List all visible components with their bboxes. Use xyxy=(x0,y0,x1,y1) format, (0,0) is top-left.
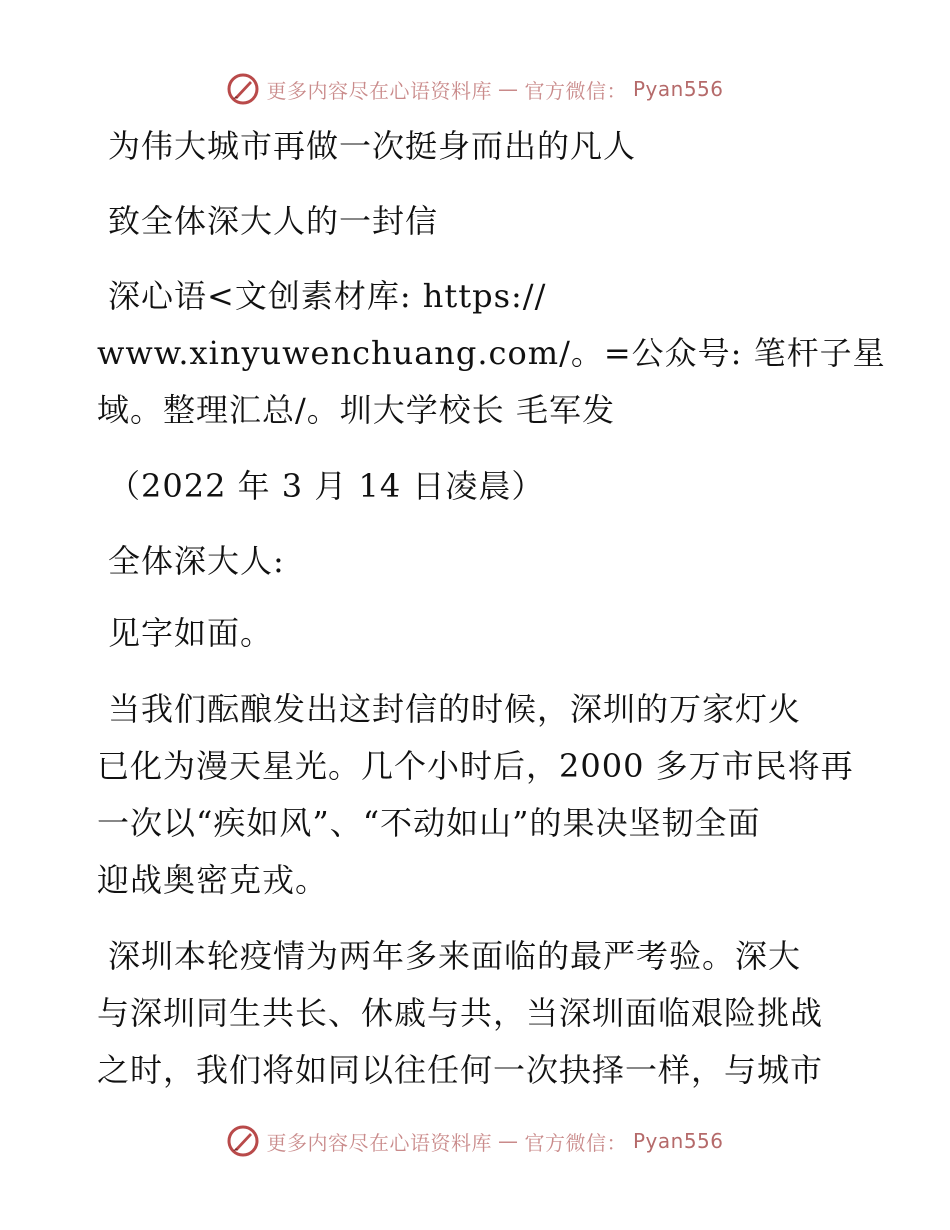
salutation: 全体深大人: xyxy=(108,542,285,580)
paragraph-1-line-4: 迎战奥密克戎。 xyxy=(97,861,329,899)
source-line-3: 域。整理汇总/。圳大学校长 毛军发 xyxy=(97,391,615,429)
watermark-dash: — xyxy=(497,1129,519,1153)
footer-watermark xyxy=(0,1124,950,1158)
watermark-brand-text: 更多内容尽在心语资料库 xyxy=(266,1130,492,1155)
watermark-wechat-id: Pyan556 xyxy=(632,77,724,101)
paragraph-2-line-3: 之时，我们将如同以往任何一次抉择一样，与城市 xyxy=(97,1051,824,1089)
paragraph-1-line-1: 当我们酝酿发出这封信的时候，深圳的万家灯火 xyxy=(108,690,802,728)
greeting: 见字如面。 xyxy=(108,614,274,652)
document-date: （2022 年 3 月 14 日凌晨） xyxy=(108,467,545,505)
watermark-official-label: 官方微信： xyxy=(524,1130,627,1155)
document-subtitle: 致全体深大人的一封信 xyxy=(108,202,439,240)
source-line-1: 深心语<文创素材库: https:// xyxy=(108,277,547,315)
watermark-brand-text: 更多内容尽在心语资料库 xyxy=(266,78,492,103)
document-title: 为伟大城市再做一次挺身而出的凡人 xyxy=(108,127,637,165)
quill-pen-logo-icon xyxy=(226,72,260,106)
paragraph-2-line-1: 深圳本轮疫情为两年多来面临的最严考验。深大 xyxy=(108,937,802,975)
header-watermark xyxy=(0,72,950,106)
paragraph-2-line-2: 与深圳同生共长、休戚与共，当深圳面临艰险挑战 xyxy=(97,994,824,1032)
watermark-wechat-id: Pyan556 xyxy=(632,1129,724,1153)
paragraph-1-line-3: 一次以“疾如风”、“不动如山”的果决坚韧全面 xyxy=(97,804,761,842)
watermark-dash: — xyxy=(497,77,519,101)
watermark-official-label: 官方微信： xyxy=(524,78,627,103)
paragraph-1-line-2: 已化为漫天星光。几个小时后，2000 多万市民将再 xyxy=(97,747,854,785)
source-line-2: www.xinyuwenchuang.com/。=公众号: 笔杆子星 xyxy=(97,334,886,372)
quill-pen-logo-icon xyxy=(226,1124,260,1158)
